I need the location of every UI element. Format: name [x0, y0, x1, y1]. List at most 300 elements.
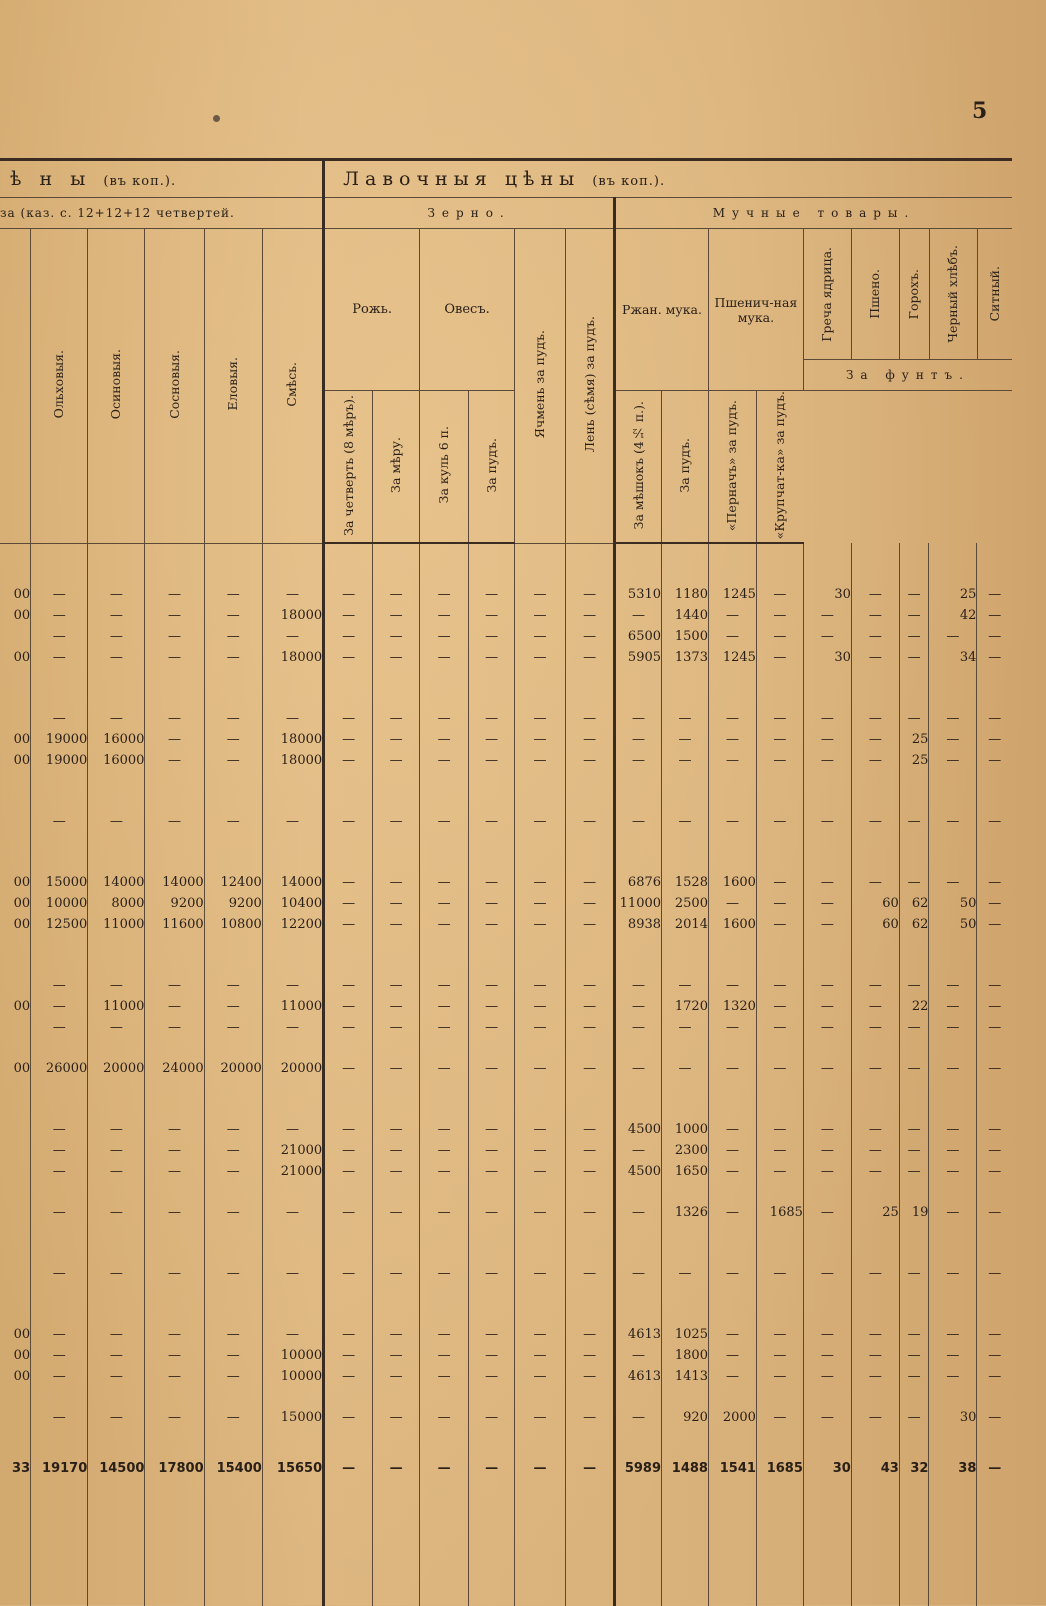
- table-cell: [420, 935, 469, 955]
- table-cell: 6500: [615, 626, 662, 647]
- table-cell: 25: [929, 584, 977, 605]
- table-cell: —: [324, 893, 373, 914]
- table-cell: 38: [929, 1448, 977, 1488]
- table-cell: [31, 1079, 88, 1099]
- table-cell: —: [756, 708, 803, 729]
- table-cell: [708, 1079, 756, 1099]
- table-cell: [204, 1304, 262, 1324]
- table-cell: [204, 1099, 262, 1119]
- table-cell: —: [615, 975, 662, 996]
- table-cell: [373, 1387, 420, 1407]
- table-cell: [88, 1243, 145, 1263]
- table-cell: [515, 1038, 566, 1058]
- table-cell: —: [420, 1017, 469, 1038]
- table-cell: [756, 1428, 803, 1448]
- table-cell: 6876: [615, 872, 662, 893]
- table-cell: [262, 1284, 323, 1304]
- spacer-row: [0, 1284, 1012, 1304]
- table-cell: —: [899, 1140, 929, 1161]
- table-cell: [566, 1223, 615, 1243]
- table-cell: [515, 1223, 566, 1243]
- table-cell: [31, 1428, 88, 1448]
- table-cell: [145, 935, 204, 955]
- table-cell: [708, 791, 756, 811]
- table-cell: —: [977, 872, 1012, 893]
- table-cell: [373, 1428, 420, 1448]
- table-cell: —: [708, 1202, 756, 1223]
- table-cell: 22: [899, 996, 929, 1017]
- cut-column-header: [0, 229, 31, 544]
- table-cell: —: [31, 1366, 88, 1387]
- table-cell: [31, 935, 88, 955]
- table-cell: —: [515, 1140, 566, 1161]
- table-cell: —: [615, 1140, 662, 1161]
- table-cell: —: [708, 1017, 756, 1038]
- table-cell: [0, 668, 31, 688]
- table-cell: —: [929, 996, 977, 1017]
- table-cell: [31, 668, 88, 688]
- table-cell: —: [566, 914, 615, 935]
- table-cell: [756, 543, 803, 564]
- table-cell: [0, 1017, 31, 1038]
- table-cell: [803, 668, 851, 688]
- table-cell: [31, 1243, 88, 1263]
- table-cell: 00: [13, 587, 31, 603]
- table-cell: [662, 1428, 709, 1448]
- table-cell: 19170: [31, 1448, 88, 1488]
- table-cell: —: [899, 1366, 929, 1387]
- table-cell: —: [469, 996, 515, 1017]
- table-cell: [929, 832, 977, 852]
- table-cell: —: [204, 605, 262, 626]
- table-cell: —: [145, 1324, 204, 1345]
- table-cell: [899, 791, 929, 811]
- table-cell: —: [977, 975, 1012, 996]
- table-cell: [0, 832, 31, 852]
- table-cell: —: [31, 626, 88, 647]
- table-cell: —: [31, 708, 88, 729]
- table-cell: [0, 543, 31, 564]
- table-cell: —: [899, 1324, 929, 1345]
- table-cell: [803, 791, 851, 811]
- table-cell: 43: [851, 1448, 899, 1488]
- table-cell: —: [756, 750, 803, 771]
- table-cell: [0, 1079, 31, 1099]
- table-cell: [803, 1387, 851, 1407]
- table-cell: [515, 791, 566, 811]
- table-cell: —: [324, 1324, 373, 1345]
- table-cell: —: [88, 1263, 145, 1284]
- table-cell: [803, 1243, 851, 1263]
- table-cell: [851, 771, 899, 791]
- table-cell: [31, 955, 88, 975]
- table-cell: [324, 1079, 373, 1099]
- table-cell: [803, 1038, 851, 1058]
- table-cell: —: [615, 729, 662, 750]
- table-cell: [515, 1079, 566, 1099]
- table-cell: —: [708, 1345, 756, 1366]
- table-cell: 50: [929, 914, 977, 935]
- table-cell: —: [324, 605, 373, 626]
- table-cell: —: [31, 1161, 88, 1182]
- table-cell: [469, 791, 515, 811]
- table-cell: [204, 688, 262, 708]
- table-cell: —: [31, 1407, 88, 1428]
- table-cell: [0, 1119, 31, 1140]
- table-cell: [851, 1304, 899, 1324]
- table-cell: [515, 1243, 566, 1263]
- col-millet: Пшено.: [867, 269, 883, 319]
- table-cell: [373, 955, 420, 975]
- table-cell: —: [929, 626, 977, 647]
- table-cell: [662, 1038, 709, 1058]
- table-cell: —: [420, 1366, 469, 1387]
- col-mix: Смѣсь.: [284, 361, 300, 407]
- table-cell: —: [851, 708, 899, 729]
- table-cell: 5989: [615, 1448, 662, 1488]
- table-cell: —: [803, 708, 851, 729]
- table-cell: [899, 1488, 929, 1606]
- table-cell: [88, 852, 145, 872]
- table-cell: [708, 1428, 756, 1448]
- table-row: [0, 605, 1012, 626]
- table-cell: [373, 832, 420, 852]
- table-cell: [145, 955, 204, 975]
- table-cell: 20000: [262, 1058, 323, 1079]
- table-cell: —: [851, 996, 899, 1017]
- table-cell: —: [262, 1202, 323, 1223]
- table-cell: —: [262, 584, 323, 605]
- table-cell: —: [420, 1140, 469, 1161]
- table-cell: [929, 1182, 977, 1202]
- col-pine: Сосновыя.: [166, 349, 182, 419]
- table-cell: —: [324, 647, 373, 668]
- table-cell: —: [756, 1324, 803, 1345]
- table-cell: [615, 852, 662, 872]
- table-cell: —: [420, 1161, 469, 1182]
- table-cell: [615, 1079, 662, 1099]
- table-cell: —: [31, 1119, 88, 1140]
- spacer-row: [0, 1243, 1012, 1263]
- table-row: [0, 1366, 1012, 1387]
- table-cell: [977, 1223, 1012, 1243]
- table-cell: —: [469, 1119, 515, 1140]
- table-cell: [929, 1038, 977, 1058]
- table-cell: [0, 1140, 31, 1161]
- table-cell: [899, 771, 929, 791]
- table-cell: [0, 1182, 31, 1202]
- table-cell: 1800: [662, 1345, 709, 1366]
- table-cell: [929, 543, 977, 564]
- table-cell: [204, 1223, 262, 1243]
- table-cell: [515, 688, 566, 708]
- table-cell: —: [469, 914, 515, 935]
- table-cell: [31, 1182, 88, 1202]
- table-cell: [851, 1038, 899, 1058]
- table-cell: [262, 771, 323, 791]
- table-cell: [0, 1284, 31, 1304]
- table-cell: [324, 1243, 373, 1263]
- table-cell: —: [145, 1407, 204, 1428]
- table-cell: [145, 1387, 204, 1407]
- table-cell: [615, 1428, 662, 1448]
- table-cell: —: [899, 975, 929, 996]
- table-cell: —: [324, 872, 373, 893]
- table-cell: [566, 955, 615, 975]
- table-cell: [515, 564, 566, 584]
- table-cell: —: [204, 1407, 262, 1428]
- table-cell: —: [373, 1058, 420, 1079]
- table-cell: —: [929, 1058, 977, 1079]
- table-body: [0, 543, 1012, 1606]
- table-cell: 14000: [145, 872, 204, 893]
- table-cell: [88, 1387, 145, 1407]
- table-row: [0, 1140, 1012, 1161]
- right-title: Лавочныя цѣны: [343, 168, 581, 190]
- table-cell: [0, 564, 31, 584]
- spacer-row: [0, 688, 1012, 708]
- table-cell: [615, 791, 662, 811]
- table-cell: —: [977, 893, 1012, 914]
- table-cell: [373, 1038, 420, 1058]
- table-cell: —: [469, 893, 515, 914]
- table-cell: [615, 1099, 662, 1119]
- col-wheat-pernach: «Перначъ» за пудъ.: [724, 399, 740, 531]
- table-cell: —: [899, 1407, 929, 1428]
- table-cell: —: [977, 729, 1012, 750]
- table-cell: —: [708, 811, 756, 832]
- table-cell: —: [803, 893, 851, 914]
- table-cell: —: [373, 1017, 420, 1038]
- table-cell: —: [803, 626, 851, 647]
- table-cell: [708, 543, 756, 564]
- ink-dot: [213, 115, 220, 122]
- table-cell: —: [204, 647, 262, 668]
- table-cell: —: [566, 1058, 615, 1079]
- table-cell: [88, 832, 145, 852]
- col-rye-quarter: За четверть (8 мѣръ).: [340, 394, 356, 536]
- spacer-row: [0, 1387, 1012, 1407]
- table-cell: —: [708, 1161, 756, 1182]
- table-cell: 920: [662, 1407, 709, 1428]
- table-cell: —: [803, 1119, 851, 1140]
- table-cell: —: [615, 996, 662, 1017]
- table-cell: [851, 935, 899, 955]
- table-cell: [31, 1304, 88, 1324]
- table-cell: —: [899, 647, 929, 668]
- total-row: [0, 1448, 1012, 1488]
- table-cell: 60: [851, 914, 899, 935]
- table-cell: [262, 1387, 323, 1407]
- table-cell: [803, 688, 851, 708]
- table-cell: —: [803, 605, 851, 626]
- table-cell: [662, 791, 709, 811]
- table-cell: —: [515, 811, 566, 832]
- table-cell: [420, 688, 469, 708]
- table-cell: [31, 852, 88, 872]
- table-cell: [262, 955, 323, 975]
- col-spruce: Еловыя.: [225, 357, 241, 411]
- table-cell: [88, 668, 145, 688]
- table-cell: [708, 1223, 756, 1243]
- table-cell: —: [977, 1263, 1012, 1284]
- table-cell: —: [899, 1345, 929, 1366]
- table-cell: [615, 771, 662, 791]
- table-cell: 8938: [615, 914, 662, 935]
- table-cell: —: [566, 1366, 615, 1387]
- table-cell: —: [88, 1407, 145, 1428]
- table-cell: [662, 1099, 709, 1119]
- table-cell: [566, 1099, 615, 1119]
- table-cell: [929, 564, 977, 584]
- table-cell: —: [204, 811, 262, 832]
- price-table: [0, 158, 1012, 1606]
- table-cell: —: [851, 1140, 899, 1161]
- table-cell: —: [262, 1324, 323, 1345]
- table-cell: [662, 955, 709, 975]
- table-cell: [420, 668, 469, 688]
- table-cell: [31, 1284, 88, 1304]
- table-cell: —: [515, 1366, 566, 1387]
- table-cell: 2000: [708, 1407, 756, 1428]
- table-cell: —: [977, 1119, 1012, 1140]
- table-cell: [977, 935, 1012, 955]
- table-cell: [977, 771, 1012, 791]
- table-cell: [262, 543, 323, 564]
- oats-header: Овесъ.: [420, 229, 515, 391]
- table-cell: —: [204, 1263, 262, 1284]
- table-cell: —: [31, 1263, 88, 1284]
- table-cell: —: [145, 1202, 204, 1223]
- table-cell: 11000: [615, 893, 662, 914]
- table-cell: —: [515, 584, 566, 605]
- table-cell: [899, 1304, 929, 1324]
- table-cell: [324, 1387, 373, 1407]
- spacer-row: [0, 1038, 1012, 1058]
- table-cell: —: [803, 1345, 851, 1366]
- table-cell: [373, 771, 420, 791]
- table-cell: [899, 955, 929, 975]
- table-cell: 8000: [88, 893, 145, 914]
- table-cell: —: [204, 1140, 262, 1161]
- table-cell: 15000: [31, 872, 88, 893]
- table-cell: [204, 1284, 262, 1304]
- table-cell: —: [88, 647, 145, 668]
- table-cell: [145, 1223, 204, 1243]
- table-cell: —: [420, 1324, 469, 1345]
- table-cell: 30: [803, 584, 851, 605]
- table-cell: —: [420, 996, 469, 1017]
- table-cell: [373, 1079, 420, 1099]
- table-cell: 4500: [615, 1119, 662, 1140]
- table-cell: —: [31, 1202, 88, 1223]
- table-row: [0, 647, 1012, 668]
- table-row: [0, 729, 1012, 750]
- table-row: [0, 750, 1012, 771]
- table-cell: [204, 1387, 262, 1407]
- table-cell: —: [756, 1161, 803, 1182]
- table-cell: —: [373, 1202, 420, 1223]
- wheat-flour-header: Пшенич-ная мука.: [708, 229, 803, 391]
- spacer-row: [0, 564, 1012, 584]
- table-cell: [31, 564, 88, 584]
- spacer-row: [0, 955, 1012, 975]
- table-cell: 10000: [262, 1366, 323, 1387]
- table-cell: [204, 668, 262, 688]
- table-cell: [977, 1182, 1012, 1202]
- table-cell: [756, 852, 803, 872]
- table-cell: —: [31, 975, 88, 996]
- table-cell: [662, 1304, 709, 1324]
- table-cell: 00: [13, 608, 31, 624]
- table-cell: —: [420, 811, 469, 832]
- table-cell: —: [373, 1366, 420, 1387]
- table-cell: —: [929, 1161, 977, 1182]
- table-cell: 21000: [262, 1140, 323, 1161]
- table-cell: —: [899, 605, 929, 626]
- table-cell: —: [88, 584, 145, 605]
- table-cell: 1600: [708, 914, 756, 935]
- table-cell: —: [469, 811, 515, 832]
- table-cell: —: [469, 626, 515, 647]
- table-cell: [662, 771, 709, 791]
- table-cell: [756, 771, 803, 791]
- table-cell: —: [88, 1324, 145, 1345]
- table-cell: —: [515, 1058, 566, 1079]
- table-cell: [929, 1243, 977, 1263]
- table-cell: —: [31, 811, 88, 832]
- spacer-row: [0, 1428, 1012, 1448]
- table-cell: [708, 668, 756, 688]
- table-cell: —: [662, 1058, 709, 1079]
- table-cell: [324, 1099, 373, 1119]
- table-cell: —: [708, 1324, 756, 1345]
- table-cell: —: [615, 1017, 662, 1038]
- table-cell: —: [851, 1119, 899, 1140]
- table-cell: [0, 771, 31, 791]
- table-cell: [899, 1079, 929, 1099]
- table-cell: [262, 1304, 323, 1324]
- table-cell: 00: [13, 1369, 31, 1385]
- table-cell: [899, 832, 929, 852]
- table-cell: [899, 668, 929, 688]
- table-cell: —: [929, 708, 977, 729]
- table-cell: [262, 852, 323, 872]
- table-cell: [373, 1488, 420, 1606]
- table-cell: —: [469, 1161, 515, 1182]
- table-cell: 25: [851, 1202, 899, 1223]
- table-cell: —: [566, 1119, 615, 1140]
- table-cell: [88, 771, 145, 791]
- table-cell: 20000: [204, 1058, 262, 1079]
- table-cell: —: [262, 1119, 323, 1140]
- table-cell: —: [515, 605, 566, 626]
- table-cell: 1500: [662, 626, 709, 647]
- table-cell: [420, 1243, 469, 1263]
- table-cell: —: [708, 750, 756, 771]
- table-cell: [420, 1284, 469, 1304]
- table-cell: —: [566, 1263, 615, 1284]
- table-cell: —: [420, 914, 469, 935]
- table-cell: —: [708, 605, 756, 626]
- table-cell: —: [469, 708, 515, 729]
- table-cell: 12400: [204, 872, 262, 893]
- table-cell: 30: [929, 1407, 977, 1428]
- table-cell: —: [88, 1119, 145, 1140]
- table-cell: [88, 564, 145, 584]
- table-cell: [899, 1428, 929, 1448]
- table-cell: [324, 935, 373, 955]
